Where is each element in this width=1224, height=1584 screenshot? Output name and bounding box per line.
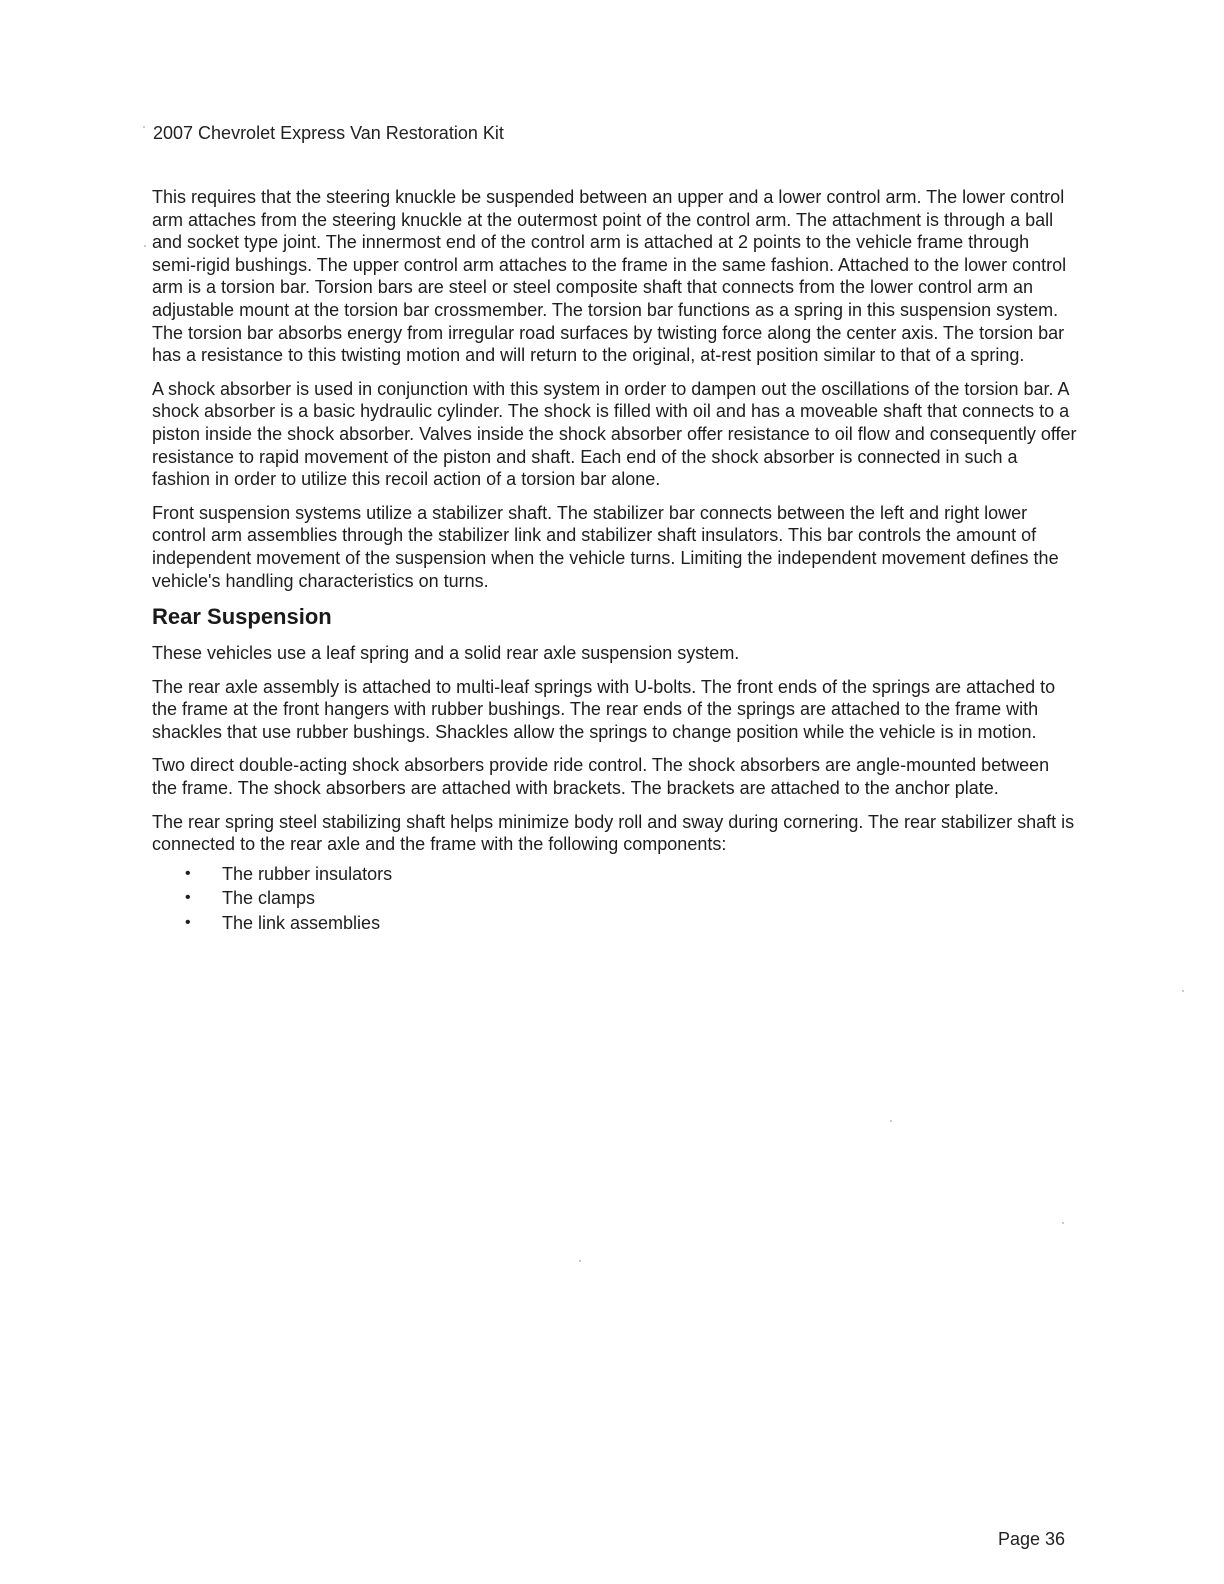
scan-speck [144, 245, 146, 247]
list-item-text: The clamps [222, 888, 316, 909]
paragraph-stabilizer-shaft: Front suspension systems utilize a stabilizer shaft. The stabilizer bar connects between the left and right lower control arm assemblies through the stabilizer link and stabilizer shaft insulators. This bar controls the amount of independent movement of the suspension when the vehicle turns. Limiting the independent movement defines the vehicle's handling characteristics on turns. [152, 502, 1059, 591]
scan-speck [890, 1120, 892, 1122]
page-number: Page 36 [998, 1529, 1066, 1549]
paragraph-rear-axle: The rear axle assembly is attached to multi-leaf springs with U-bolts. The front ends of the springs are attached to the frame at the front hangers with rubber bushings. The rear ends of the springs are attached to the frame with shackles that use rubber bushings. Shackles allow the springs to change position while the vehicle is in motion. [152, 676, 1056, 742]
section-heading-rear-suspension: Rear Suspension [152, 604, 332, 630]
scan-speck [1182, 990, 1184, 992]
scan-speck [579, 1260, 581, 1262]
list-item [152, 911, 1077, 936]
list-item-text: The link assemblies [222, 912, 381, 933]
list-item-text: The rubber insulators [222, 863, 393, 884]
running-header: 2007 Chevrolet Express Van Restoration Kit [153, 123, 504, 143]
components-list [152, 862, 1077, 936]
bullet-icon: • [185, 864, 191, 882]
paragraph-torsion-bar: This requires that the steering knuckle be suspended between an upper and a lower control arm. The lower control arm attaches from the steering knuckle at the outermost point of the control arm. The attachment is through a ball and socket type joint. The innermost end of the control arm is attached at 2 points to the vehicle frame through semi-rigid bushings. The upper control arm attaches to the frame in the same fashion. Attached to the lower control arm is a torsion bar. Torsion bars are steel or steel composite shaft that connects from the lower control arm an adjustable mount at the torsion bar crossmember. The torsion bar functions as a spring in this suspension system. The torsion bar absorbs energy from irregular road surfaces by twisting force along the center axis. The torsion bar has a resistance to this twisting motion and will return to the original, at-rest position similar to that of a spring. [152, 187, 1067, 366]
paragraph-rear-shocks: Two direct double-acting shock absorbers provide ride control. The shock absorbers are angle-mounted between the frame. The shock absorbers are attached with brackets. The brackets are attached to the anchor plate. [152, 755, 1050, 799]
paragraph-rear-intro: These vehicles use a leaf spring and a solid rear axle suspension system. [152, 643, 740, 664]
page-content [152, 186, 1077, 935]
scan-speck [1062, 1222, 1064, 1224]
bullet-icon: • [185, 913, 191, 931]
paragraph-shock-absorber: A shock absorber is used in conjunction with this system in order to dampen out the oscillations of the torsion bar. A shock absorber is a basic hydraulic cylinder. The shock is filled with oil and has a moveable shaft that connects to a piston inside the shock absorber. Valves inside the shock absorber offer resistance to oil flow and consequently offer resistance to rapid movement of the piston and shaft. Each end of the shock absorber is connected in such a fashion in order to utilize this recoil action of a torsion bar alone. [152, 378, 1077, 490]
list-item [152, 886, 1077, 911]
paragraph-rear-stabilizer: The rear spring steel stabilizing shaft helps minimize body roll and sway during cornering. The rear stabilizer shaft is connected to the rear axle and the frame with the following components: [152, 811, 1075, 855]
list-item [152, 862, 1077, 887]
scan-speck [143, 126, 145, 128]
bullet-icon: • [185, 889, 191, 907]
